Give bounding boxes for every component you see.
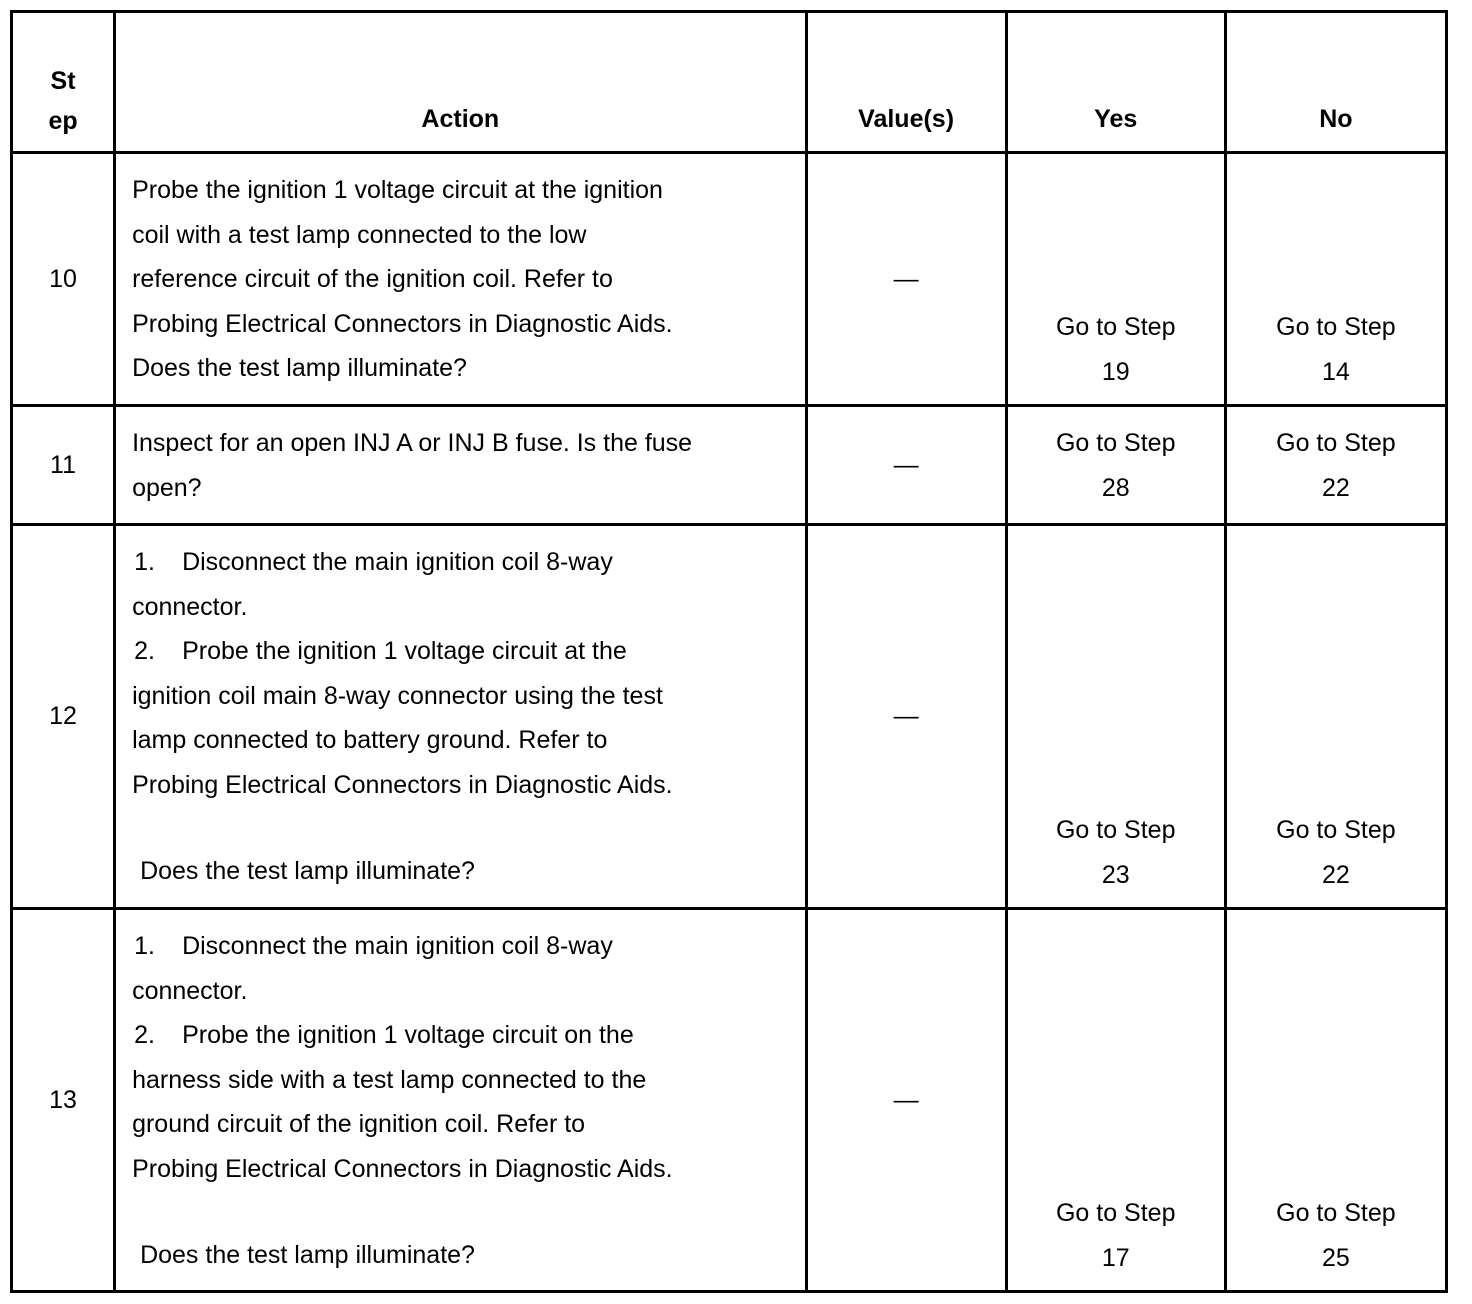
action-line: connector. <box>132 592 248 621</box>
step-number: 11 <box>12 406 115 525</box>
value-cell: — <box>806 406 1006 525</box>
action-line: Does the test lamp illuminate? <box>132 354 467 382</box>
action-header: Action <box>115 12 806 153</box>
table-row <box>12 525 1447 909</box>
no-cell: Go to Step 25 <box>1225 909 1446 1292</box>
action-cell <box>115 525 806 909</box>
no-header: No <box>1225 12 1446 153</box>
table-row <box>12 153 1447 406</box>
step-header: St ep <box>12 12 115 153</box>
step-number: 12 <box>12 525 115 909</box>
action-line: reference circuit of the ignition coil. Refer to <box>132 265 613 293</box>
action-question: Does the test lamp illuminate? <box>140 857 475 885</box>
action-line: ground circuit of the ignition coil. Refer to <box>132 1110 586 1138</box>
no-cell: Go to Step 14 <box>1225 153 1446 406</box>
action-line: open? <box>132 473 202 502</box>
yes-cell: Go to Step 17 <box>1006 909 1225 1292</box>
header-row <box>12 12 1447 153</box>
step-number: 10 <box>12 153 115 406</box>
no-cell: Go to Step 22 <box>1225 525 1446 909</box>
list-item: 1. Disconnect the main ignition coil 8-way <box>134 548 613 576</box>
table-row <box>12 909 1447 1292</box>
action-line: ignition coil main 8-way connector using the test <box>132 681 663 710</box>
action-line: harness side with a test lamp connected to the <box>132 1065 647 1094</box>
list-item: 1. Disconnect the main ignition coil 8-way <box>134 932 613 960</box>
action-line: coil with a test lamp connected to the low <box>132 220 587 249</box>
yes-header: Yes <box>1006 12 1225 153</box>
action-cell <box>115 153 806 406</box>
yes-cell: Go to Step 19 <box>1006 153 1225 406</box>
action-line: lamp connected to battery ground. Refer to <box>132 726 608 754</box>
action-line: Probing Electrical Connectors in Diagnostic Aids. <box>132 1154 673 1183</box>
yes-cell: Go to Step 23 <box>1006 525 1225 909</box>
values-header: Value(s) <box>806 12 1006 153</box>
action-cell <box>115 909 806 1292</box>
action-line: Probe the ignition 1 voltage circuit at the ignition <box>132 176 663 204</box>
value-cell: — <box>806 153 1006 406</box>
action-line: connector. <box>132 976 248 1005</box>
action-line: Probing Electrical Connectors in Diagnostic Aids. <box>132 770 673 799</box>
action-line: Inspect for an open INJ A or INJ B fuse. Is the fuse <box>132 429 693 457</box>
value-cell: — <box>806 525 1006 909</box>
action-line: Probing Electrical Connectors in Diagnostic Aids. <box>132 309 673 338</box>
step-number: 13 <box>12 909 115 1292</box>
action-question: Does the test lamp illuminate? <box>140 1241 475 1269</box>
value-cell: — <box>806 909 1006 1292</box>
action-cell <box>115 406 806 525</box>
table-row <box>12 406 1447 525</box>
no-cell: Go to Step 22 <box>1225 406 1446 525</box>
yes-cell: Go to Step 28 <box>1006 406 1225 525</box>
list-item: 2. Probe the ignition 1 voltage circuit at the <box>134 637 627 665</box>
list-item: 2. Probe the ignition 1 voltage circuit on the <box>134 1021 634 1049</box>
diagnostic-table <box>10 10 1448 1293</box>
